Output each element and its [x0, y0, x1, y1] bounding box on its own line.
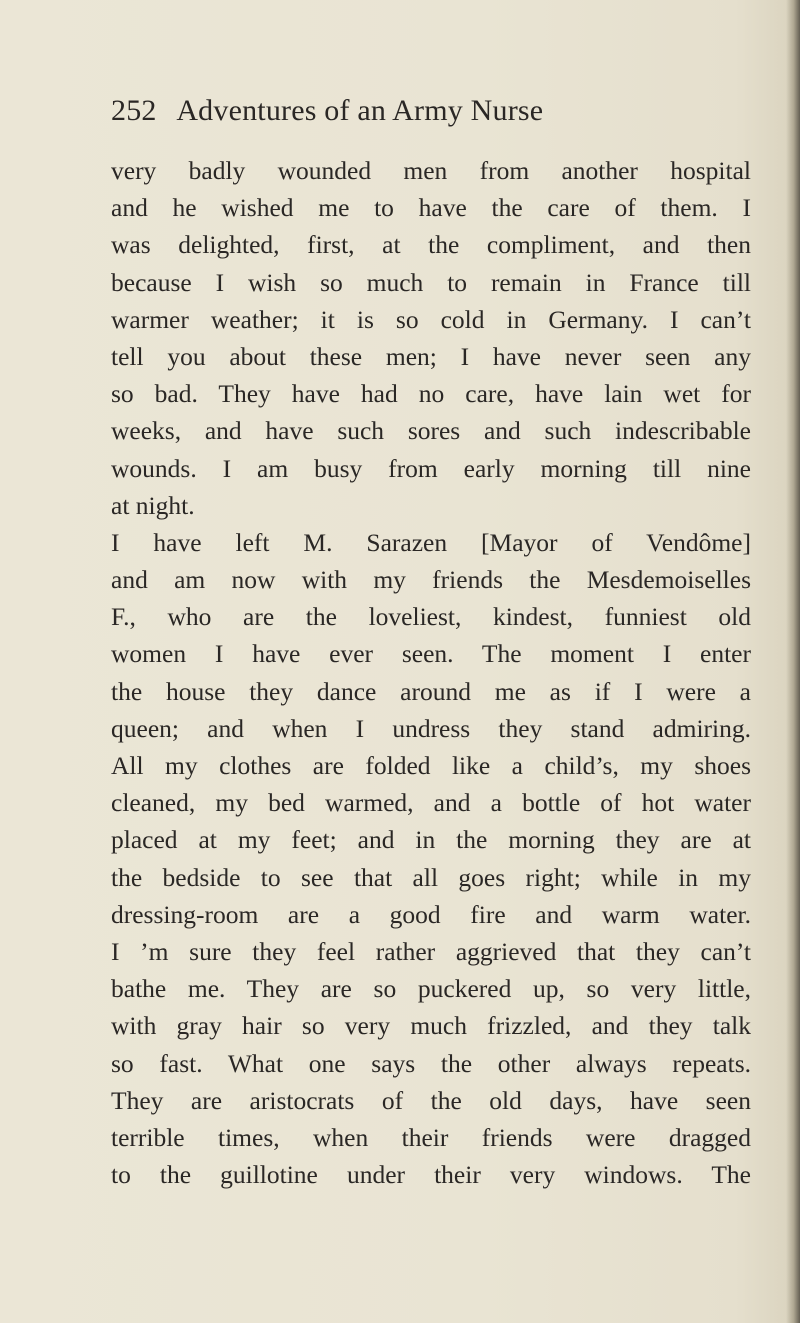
text-line: so bad. They have had no care, have lain wet for — [111, 379, 751, 409]
page-number: 252 — [111, 94, 157, 127]
text-line: warmer weather; it is so cold in Germany. I can’t — [111, 304, 751, 334]
running-title: Adventures of an Army Nurse — [176, 94, 544, 127]
text-line: F., who are the loveliest, kindest, funniest old — [111, 602, 751, 632]
text-line: because I wish so much to remain in France till — [111, 267, 751, 297]
text-line: and he wished me to have the care of them. I — [111, 193, 751, 223]
page-edge-shadow — [786, 0, 800, 1323]
text-line: All my clothes are folded like a child’s, my shoes — [111, 751, 751, 780]
text-line: queen; and when I undress they stand admiring. — [111, 713, 751, 743]
running-head — [111, 88, 751, 134]
text-line: to the guillotine under their very windows. The — [111, 1160, 751, 1190]
text-line: so fast. What one says the other always repeats. — [111, 1048, 751, 1078]
text-line: bathe me. They are so puckered up, so very little, — [111, 974, 751, 1004]
text-line: and am now with my friends the Mesdemoiselles — [111, 565, 751, 595]
text-line-paragraph-start: I have left M. Sarazen [Mayor of Vendôme] — [111, 527, 751, 557]
body-text — [111, 152, 751, 1193]
text-line-paragraph-end: at night. — [111, 490, 195, 520]
text-line: terrible times, when their friends were dragged — [111, 1122, 751, 1152]
text-line: weeks, and have such sores and such indescribable — [111, 416, 751, 446]
text-line: the bedside to see that all goes right; while in my — [111, 862, 751, 892]
text-line: with gray hair so very much frizzled, and they talk — [111, 1011, 751, 1041]
text-line: cleaned, my bed warmed, and a bottle of hot water — [111, 788, 751, 818]
text-line: They are aristocrats of the old days, have seen — [111, 1085, 751, 1115]
text-line: very badly wounded men from another hospital — [111, 156, 751, 185]
text-line: women I have ever seen. The moment I enter — [111, 639, 751, 669]
text-line: wounds. I am busy from early morning till nine — [111, 453, 751, 483]
text-line: was delighted, first, at the compliment, and then — [111, 230, 751, 260]
text-line: I ’m sure they feel rather aggrieved that they can’t — [111, 936, 751, 966]
text-line: the house they dance around me as if I were a — [111, 676, 751, 706]
text-line: tell you about these men; I have never seen any — [111, 341, 751, 371]
text-line: dressing-room are a good fire and warm water. — [111, 899, 751, 929]
text-line: placed at my feet; and in the morning they are at — [111, 825, 751, 855]
